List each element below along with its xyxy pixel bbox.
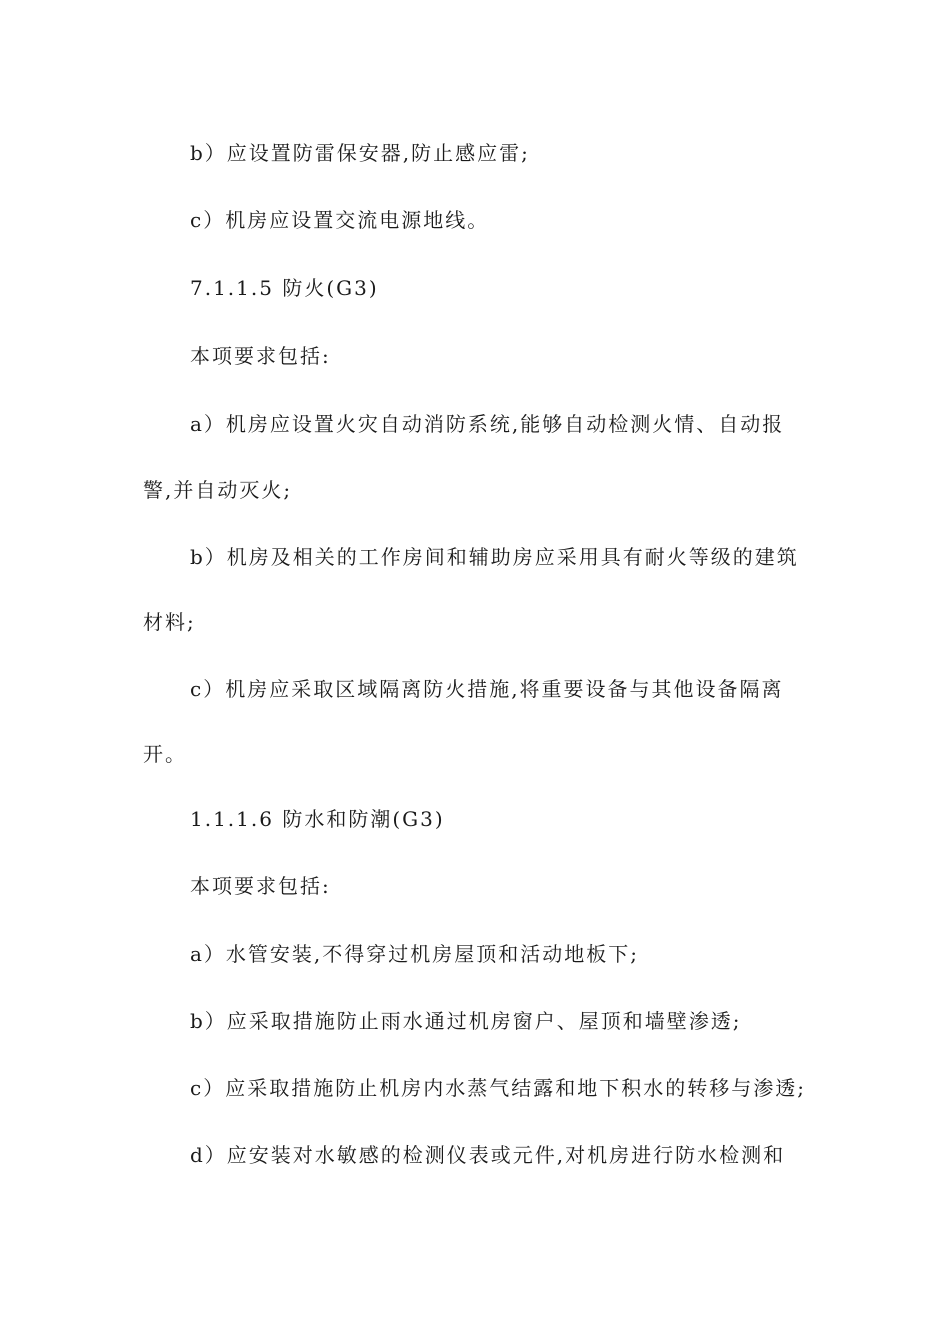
paragraph-line: b）应设置防雷保安器,防止感应雷;	[190, 141, 530, 165]
section-heading: 7.1.1.5 防火(G3)	[190, 276, 379, 300]
paragraph-line: 材料;	[143, 610, 196, 634]
paragraph-line: 本项要求包括:	[190, 874, 331, 898]
paragraph-line: d）应安装对水敏感的检测仪表或元件,对机房进行防水检测和	[190, 1143, 786, 1167]
paragraph-line: a）机房应设置火灾自动消防系统,能够自动检测火情、自动报	[190, 412, 785, 436]
paragraph-line: b）应采取措施防止雨水通过机房窗户、屋顶和墙壁渗透;	[190, 1009, 742, 1033]
paragraph-line: 开。	[143, 742, 187, 766]
paragraph-line: c）机房应设置交流电源地线。	[190, 208, 490, 232]
paragraph-line: b）机房及相关的工作房间和辅助房应采用具有耐火等级的建筑	[190, 545, 799, 569]
section-heading: 1.1.1.6 防水和防潮(G3)	[190, 807, 445, 831]
paragraph-line: a）水管安装,不得穿过机房屋顶和活动地板下;	[190, 942, 640, 966]
paragraph-line: 警,并自动灭火;	[143, 478, 293, 502]
paragraph-line: c）机房应采取区域隔离防火措施,将重要设备与其他设备隔离	[190, 677, 784, 701]
paragraph-line: c）应采取措施防止机房内水蒸气结露和地下积水的转移与渗透;	[190, 1076, 806, 1100]
paragraph-line: 本项要求包括:	[190, 344, 331, 368]
